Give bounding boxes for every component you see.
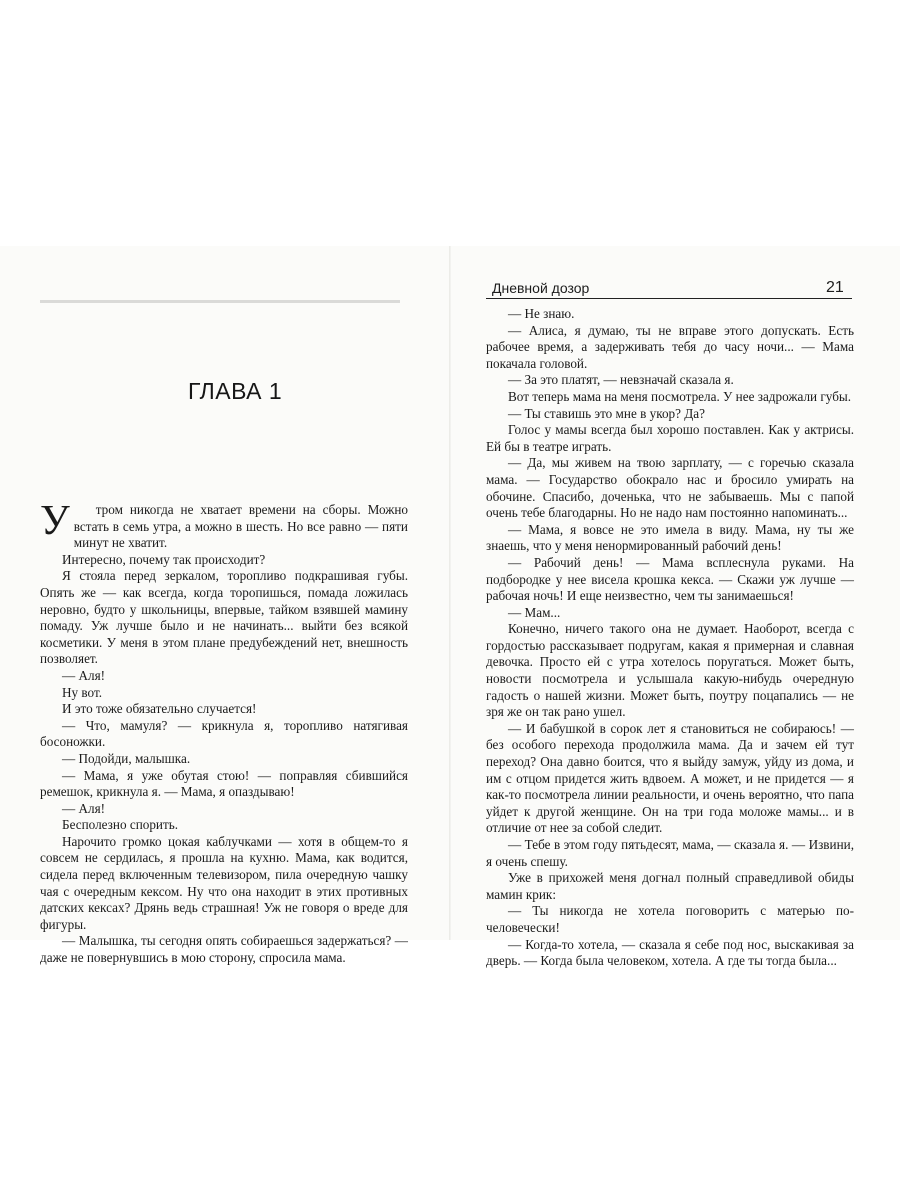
- paragraph: — Подойди, малышка.: [62, 750, 191, 766]
- opening-paragraph: [40, 498, 408, 552]
- header-rule: [486, 298, 852, 299]
- page-number: 21: [826, 279, 844, 296]
- right-page-text: [486, 306, 854, 970]
- paragraph: — За это платят, — невзначай сказала я.: [508, 372, 734, 388]
- paragraph: — Рабочий день! — Мама всплеснула руками. На подбородке у нее висела крошка кекса. — Скажи уж лучше — рабочая ночь! И еще неизвестно, чем ты занимаешься!: [486, 554, 854, 604]
- paragraph: — Аля!: [62, 667, 106, 683]
- paragraph: — Алиса, я думаю, ты не вправе этого допускать. Есть рабочее время, а задерживать тебя до часу ночи... — Мама покачала головой.: [486, 322, 854, 371]
- show-through-text: [40, 300, 400, 303]
- chapter-title: ГЛАВА 1: [188, 378, 283, 404]
- paragraph: — Ты никогда не хотела поговорить с матерью по-человечески!: [486, 903, 854, 935]
- running-title: Дневной дозор: [492, 280, 590, 296]
- paragraph: — Малышка, ты сегодня опять собираешься задержаться? — даже не повернувшись в мою сторону, спросила мама.: [40, 933, 408, 966]
- paragraph: Ну вот.: [62, 684, 103, 700]
- left-page-text: [40, 498, 408, 967]
- paragraph: Я стояла перед зеркалом, торопливо подкрашивая губы. Опять же — как всегда, когда торопишься, помада ложилась неровно, будто у школьницы, впервые, тайком взявшей мамину помаду. Уж лучше было и не начинать... выйти без всякой косметики. У меня в этом плане предубеждений нет, внешность позволяет.: [40, 568, 408, 667]
- paragraph: — Мама, я уже обутая стою! — поправляя сбившийся ремешок, крикнула я. — Мама, я опаздываю!: [40, 767, 408, 800]
- paragraph: — Не знаю.: [508, 306, 575, 321]
- paragraph: Нарочито громко цокая каблучками — хотя в общем-то я совсем не сердилась, я прошла на кухню. Мама, как водится, сидела перед включенным телевизором, пила очередную чашку чая с очередным кексом. Ну что она находит в этих противных датских кексах? Дрянь ведь страшная! Уж не говоря о вреде для фигуры.: [40, 833, 408, 932]
- paragraph: — Ты ставишь это мне в укор? Да?: [508, 405, 706, 421]
- paragraph: И это тоже обязательно случается!: [62, 701, 257, 717]
- paragraph: Конечно, ничего такого она не думает. Наоборот, всегда с гордостью рассказывает подругам, какая я примерная и славная девочка. Просто ей с утра хотелось поругаться. Может быть, новости посмотрела и услышала какую-нибудь очередную гадость о нашей жизни. Может быть, поутру поцапались — не зря же он так рано ушел.: [486, 621, 854, 720]
- paragraph: Уже в прихожей меня догнал полный справедливой обиды мамин крик:: [486, 870, 854, 902]
- paragraph: — И бабушкой в сорок лет я становиться не собираюсь! — без особого перехода продолжила мама. Да и зачем ей тут переход? Она давно боится, что я выйду замуж, уйду из дома, и им с отцом придется жить вдвоем. А может, и не придется — я как-то посмотрела линии реальности, и очень вероятно, что папа уйдет к другой женщине. Он на три года моложе мамы... и в отличие от нее за собой следит.: [486, 720, 854, 836]
- paragraph: — Мам...: [508, 604, 561, 620]
- paragraph: Интересно, почему так происходит?: [62, 551, 266, 567]
- opening-text: тром никогда не хватает времени на сборы. Можно встать в семь утра, а можно в шесть. Но все равно — пяти минут не хватит.: [73, 502, 408, 551]
- paragraph: — Что, мамуля? — крикнула я, торопливо натягивая босоножки.: [40, 717, 408, 750]
- paragraph: — Аля!: [62, 800, 106, 816]
- paragraph: — Мама, я вовсе не это имела в виду. Мама, ну ты же знаешь, что у меня ненормированный рабочий день!: [486, 521, 854, 554]
- paragraph: — Тебе в этом году пятьдесят, мама, — сказала я. — Извини, я очень спешу.: [486, 837, 854, 869]
- paragraph: Голос у мамы всегда был хорошо поставлен. Как у актрисы. Ей бы в театре играть.: [486, 422, 854, 454]
- paragraph: — Когда-то хотела, — сказала я себе под нос, выскакивая за дверь. — Когда была человеком, хотела. А где ты тогда была...: [486, 936, 854, 969]
- paragraph: — Да, мы живем на твою зарплату, — с горечью сказала мама. — Государство обокрало нас и бросило умирать на обочине. Спасибо, доченька, что не забываешь. Мы с папой очень тебе благодарны. Но не надо нам постоянно напоминать...: [486, 455, 854, 521]
- paragraph: Бесполезно спорить.: [62, 817, 179, 833]
- drop-cap: У: [40, 498, 70, 544]
- page-fold: [449, 246, 451, 940]
- paragraph: Вот теперь мама на меня посмотрела. У нее задрожали губы.: [508, 388, 852, 404]
